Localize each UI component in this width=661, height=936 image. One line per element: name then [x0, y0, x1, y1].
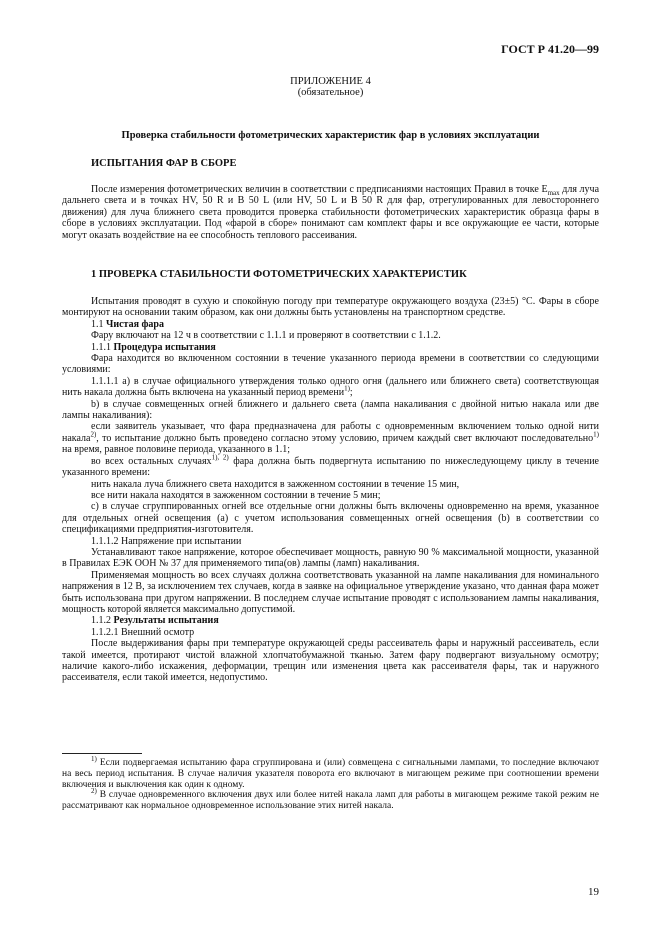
- clause-text: на время, равное половине периода, указанного в 1.1;: [62, 444, 290, 456]
- intro-part2: для луча дальнего света и в точках HV, 50 R и B 50 L (или HV, 50 L и B 50 R для фар, отрегулированных для левостороннего движения) для луча ближнего света проводится проверка стабильности фотометрических характеристик образца фары в сборе в условиях эксплуатации. Под «фарой в сборе» понимают сам комплект фары и все окружающие ее части, которые могут оказать воздействие на ее способность теплового рассеивания.: [62, 184, 600, 241]
- clause-text-end: ;: [349, 387, 353, 399]
- footnote-divider: [62, 753, 142, 754]
- voltage-paragraph-2: Применяемая мощность во всех случаях должна соответствовать указанной на лампе накаливания для номинального напряжения в 12 В, за исключением тех случаев, когда в заявке на официальное утверждение указано, что данная фара может быть использована при другом напряжении. В последнем случае испытание проводят с использованием лампы накаливания, мощность которой является максимально допустимой.: [62, 569, 599, 615]
- cycle-step-2: все нити накала находятся в зажженном состоянии в течение 5 мин;: [91, 489, 381, 501]
- clause-number: 1.1.1: [91, 341, 111, 353]
- clause-title: Результаты испытания: [113, 615, 219, 627]
- clause-1-1-2-heading: [62, 615, 599, 626]
- clause-number: 1.1: [91, 318, 104, 330]
- standard-number: ГОСТ Р 41.20—99: [501, 42, 599, 56]
- clause-text: 1.1.1.1 а) в случае официального утверждения только одного огня (дальнего или ближнего света) соответствующая нить накала должна быть включена на указанный период времени: [62, 375, 599, 399]
- clause-1-1-2-1-heading: 1.1.2.1 Внешний осмотр: [91, 626, 195, 638]
- clause-title: Чистая фара: [106, 318, 164, 330]
- intro-paragraph: [62, 184, 599, 241]
- clause-text: , то испытание должно быть проведено согласно этому условию, причем каждый свет включают последовательно: [96, 432, 594, 444]
- footnote-marker: 1): [91, 754, 97, 763]
- clause-text: во всех остальных случаях: [91, 455, 212, 467]
- clause-text: фара должна быть подвергнута испытанию по нижеследующему циклу в течение указанного времени:: [62, 455, 599, 479]
- clause-1-1-text: Фару включают на 12 ч в соответствии с 1.1.1 и проверяют в соответствии с 1.1.2.: [91, 330, 441, 342]
- visual-inspection-text: После выдерживания фары при температуре окружающей среды рассеиватель фары и наружный рассеиватель, если такой имеется, протирают чистой влажной хлопчатобумажной тканью. Затем фару подвергают визуальному осмотру; наличие какого-либо искажения, деформации, трещин или изменения цвета как рассеивателя фары, так и наружного рассеивателя, если такой имеется, недопустимо.: [62, 638, 599, 684]
- single-filament-text: [62, 421, 599, 455]
- footnote-text: Если подвергаемая испытанию фара сгруппирована и (или) совмещена с сигнальными лампами, то последние включают на весь период испытания. В случае наличия указателя поворота его включают в мигающем режиме при соотношении времени включения и выключения как один к одному.: [62, 758, 599, 790]
- section-1-title: 1 ПРОВЕРКА СТАБИЛЬНОСТИ ФОТОМЕТРИЧЕСКИХ ХАРАКТЕРИСТИК: [91, 269, 467, 280]
- footnotes: [62, 754, 599, 812]
- page-number: 19: [588, 886, 599, 898]
- section-1-p1: Испытания проводят в сухую и спокойную погоду при температуре окружающего воздуха (23±5) °С. Фары в сборе монтируют на основании таким образом, как они должны быть установлены на транспортном средстве.: [62, 296, 599, 319]
- annex-title: ПРИЛОЖЕНИЕ 4: [290, 76, 371, 87]
- clause-text: если заявитель указывает, что фара предназначена для работы с одновременным включением только одной нити накала: [62, 421, 599, 444]
- clause-1-1-1-2-heading: 1.1.1.2 Напряжение при испытании: [91, 535, 242, 547]
- footnote-ref: 1), 2): [211, 453, 229, 462]
- clause-number: 1.1.2: [91, 615, 111, 627]
- footnote-marker: 2): [91, 787, 97, 796]
- sub-title: ИСПЫТАНИЯ ФАР В СБОРЕ: [91, 158, 237, 169]
- annex-status: (обязательное): [297, 87, 364, 98]
- cycle-step-1: нить накала луча ближнего света находится в зажженном состоянии в течение 15 мин,: [91, 478, 460, 490]
- clause-1-1-1-heading: [62, 342, 599, 353]
- footnote-ref: 1): [593, 430, 599, 439]
- intro-sub-max: max: [547, 189, 560, 197]
- clause-1-1-heading: [62, 319, 599, 330]
- voltage-paragraph-1: Устанавливают такое напряжение, которое обеспечивает мощность, равную 90 % максимальной мощности, указанной в Правилах ЕЭК ООН № 37 для применяемого типа(ов) лампы (ламп) накаливания.: [62, 546, 599, 570]
- footnote-ref: 2): [90, 430, 97, 439]
- clause-title: Процедура испытания: [113, 341, 216, 353]
- other-cases-text: [62, 453, 599, 479]
- item-c-text: с) в случае сгруппированных огней все отдельные огни должны быть включены одновременно на время, указанное для отдельных огней освещения (а) с учетом использования совмещенных огней освещения (b) в соответствии со спецификациями предприятия-изготовителя.: [62, 501, 599, 536]
- intro-part1: После измерения фотометрических величин в соответствии с предписаниями настоящих Правил в точке E: [91, 184, 548, 195]
- clause-1-1-1-text: Фара находится во включенном состоянии в течение указанного периода времени в соответствии со следующими условиями:: [62, 353, 599, 376]
- footnote-2: [62, 787, 599, 812]
- main-title: Проверка стабильности фотометрических характеристик фар в условиях эксплуатации: [121, 130, 540, 141]
- footnote-text: В случае одновременного включения двух или более нитей накала ламп для работы в мигающем режиме такой режим не рассматривают как нормальное одновременное использование этих нитей накала.: [62, 790, 599, 812]
- footnote-ref: 1): [344, 384, 350, 393]
- clause-1-1-1-1-text: [62, 376, 599, 399]
- footnote-1: [62, 754, 599, 790]
- item-b-text: b) в случае совмещенных огней ближнего и дальнего света (лампа накаливания с двойной нитью накала или две лампы накаливания):: [62, 398, 599, 422]
- section-1-body: [62, 296, 599, 684]
